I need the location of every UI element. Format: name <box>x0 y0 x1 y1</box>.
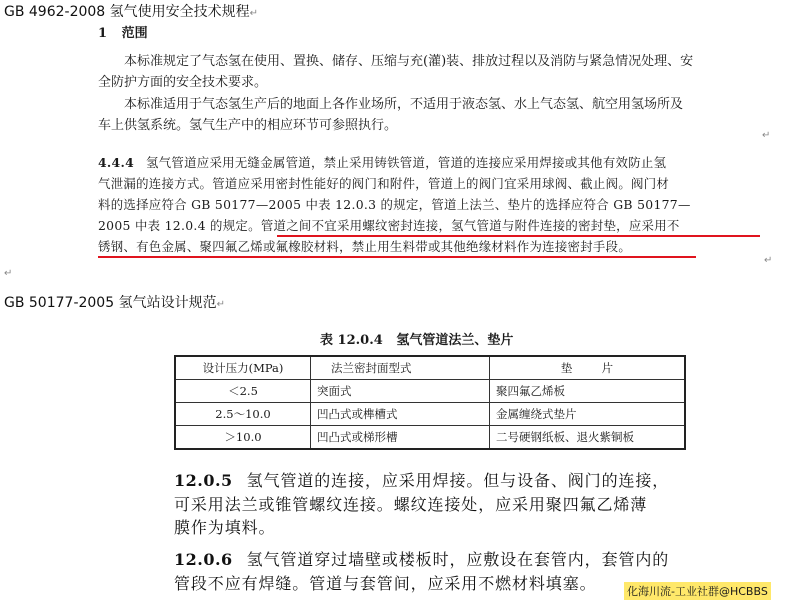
clause-line: 膜作为填料。 <box>174 518 276 537</box>
section-heading <box>98 22 148 41</box>
table-cell: 凹凸式或榫槽式 <box>311 403 490 426</box>
highlighted-text: 锈钢、有色金属、聚四氟乙烯或氟橡胶材料，禁止用生料带或其他绝缘材料作为连接密封手段。 <box>98 239 632 254</box>
watermark: 化海川流-工业社群@HCBBS <box>624 582 771 600</box>
clause-line: 12.0.5 氢气管道的连接，应采用焊接。但与设备、阀门的连接， <box>174 471 670 490</box>
paragraph-mark: ↵ <box>216 299 225 310</box>
flange-gasket-table <box>174 355 686 450</box>
table-cell: 二号硬钢纸板、退火紫铜板 <box>490 426 686 450</box>
table-cell: 金属缠绕式垫片 <box>490 403 686 426</box>
scope-line: 本标准规定了气态氢在使用、置换、储存、压缩与充(灌)装、排放过程以及消防与紧急情况处理、安 <box>124 54 694 69</box>
section-number: 1 <box>98 26 108 41</box>
red-underline <box>98 256 696 258</box>
red-underline <box>277 235 760 237</box>
paragraph-mark: ↵ <box>4 268 13 279</box>
table-row <box>175 380 685 403</box>
table-cell: 凹凸式或梯形槽 <box>311 426 490 450</box>
table-cell: ＞10.0 <box>175 426 311 450</box>
scope-line: 全防护方面的安全技术要求。 <box>98 74 268 90</box>
clause-line: 4.4.4 氢气管道应采用无缝金属管道，禁止采用铸铁管道，管道的连接应采用焊接或其他有效防止氢 <box>98 155 667 170</box>
clause-number: 12.0.6 <box>174 550 233 569</box>
clause-number: 4.4.4 <box>98 155 134 170</box>
highlighted-text: 管道之间不宜采用螺纹密封连接，氢气管道与附件连接的密封垫，应采用不 <box>260 218 680 233</box>
table-cell: 突面式 <box>311 380 490 403</box>
table-caption: 表 12.0.4 氢气管道法兰、垫片 <box>320 333 514 348</box>
table-header: 设计压力(MPa) <box>175 356 311 380</box>
clause-12-0-6 <box>174 548 694 595</box>
scope-line: 本标准适用于气态氢生产后的地面上各作业场所，不适用于液态氢、水上气态氢、航空用氢场所及 <box>124 97 684 112</box>
clause-line: 气泄漏的连接方式。管道应采用密封性能好的阀门和附件，管道上的阀门宜采用球阀、截止阀。阀门材 <box>98 176 670 191</box>
scope-line: 车上供氢系统。氢气生产中的相应环节可参照执行。 <box>98 117 398 133</box>
table-cell: 聚四氟乙烯板 <box>490 380 686 403</box>
table-row <box>175 426 685 450</box>
clause-line: 管段不应有焊缝。管道与套管间，应采用不燃材料填塞。 <box>174 573 597 593</box>
table-cell: ＜2.5 <box>175 380 311 403</box>
clause-line: 料的选择应符合 GB 50177—2005 中表 12.0.3 的规定，管道上法兰、垫片的选择应符合 GB 50177— <box>98 197 691 212</box>
paragraph-mark: ↵ <box>762 130 771 141</box>
scope-paragraph <box>98 52 763 136</box>
table-row <box>175 403 685 426</box>
section-title: 范围 <box>121 26 148 41</box>
doc2-title: GB 50177-2005 氢气站设计规范↵ <box>4 295 225 311</box>
clause-line: 2005 中表 12.0.4 的规定。管道之间不宜采用螺纹密封连接，氢气管道与附件连接的密封垫，应采用不 <box>98 218 680 233</box>
clause-line: 可采用法兰或锥管螺纹连接。螺纹连接处，应采用聚四氟乙烯薄 <box>174 494 648 514</box>
clause-4-4-4 <box>98 152 763 257</box>
paragraph-mark: ↵ <box>764 255 773 266</box>
table-header-row <box>175 356 685 380</box>
paragraph-mark: ↵ <box>249 8 259 19</box>
table-cell: 2.5～10.0 <box>175 403 311 426</box>
doc1-title: GB 4962-2008 氢气使用安全技术规程↵ <box>4 4 259 20</box>
clause-12-0-5 <box>174 469 694 540</box>
clause-number: 12.0.5 <box>174 471 233 490</box>
clause-line: 12.0.6 氢气管道穿过墙壁或楼板时，应敷设在套管内，套管内的 <box>174 550 670 569</box>
table-header: 垫 片 <box>490 356 686 380</box>
table-header: 法兰密封面型式 <box>311 356 490 380</box>
